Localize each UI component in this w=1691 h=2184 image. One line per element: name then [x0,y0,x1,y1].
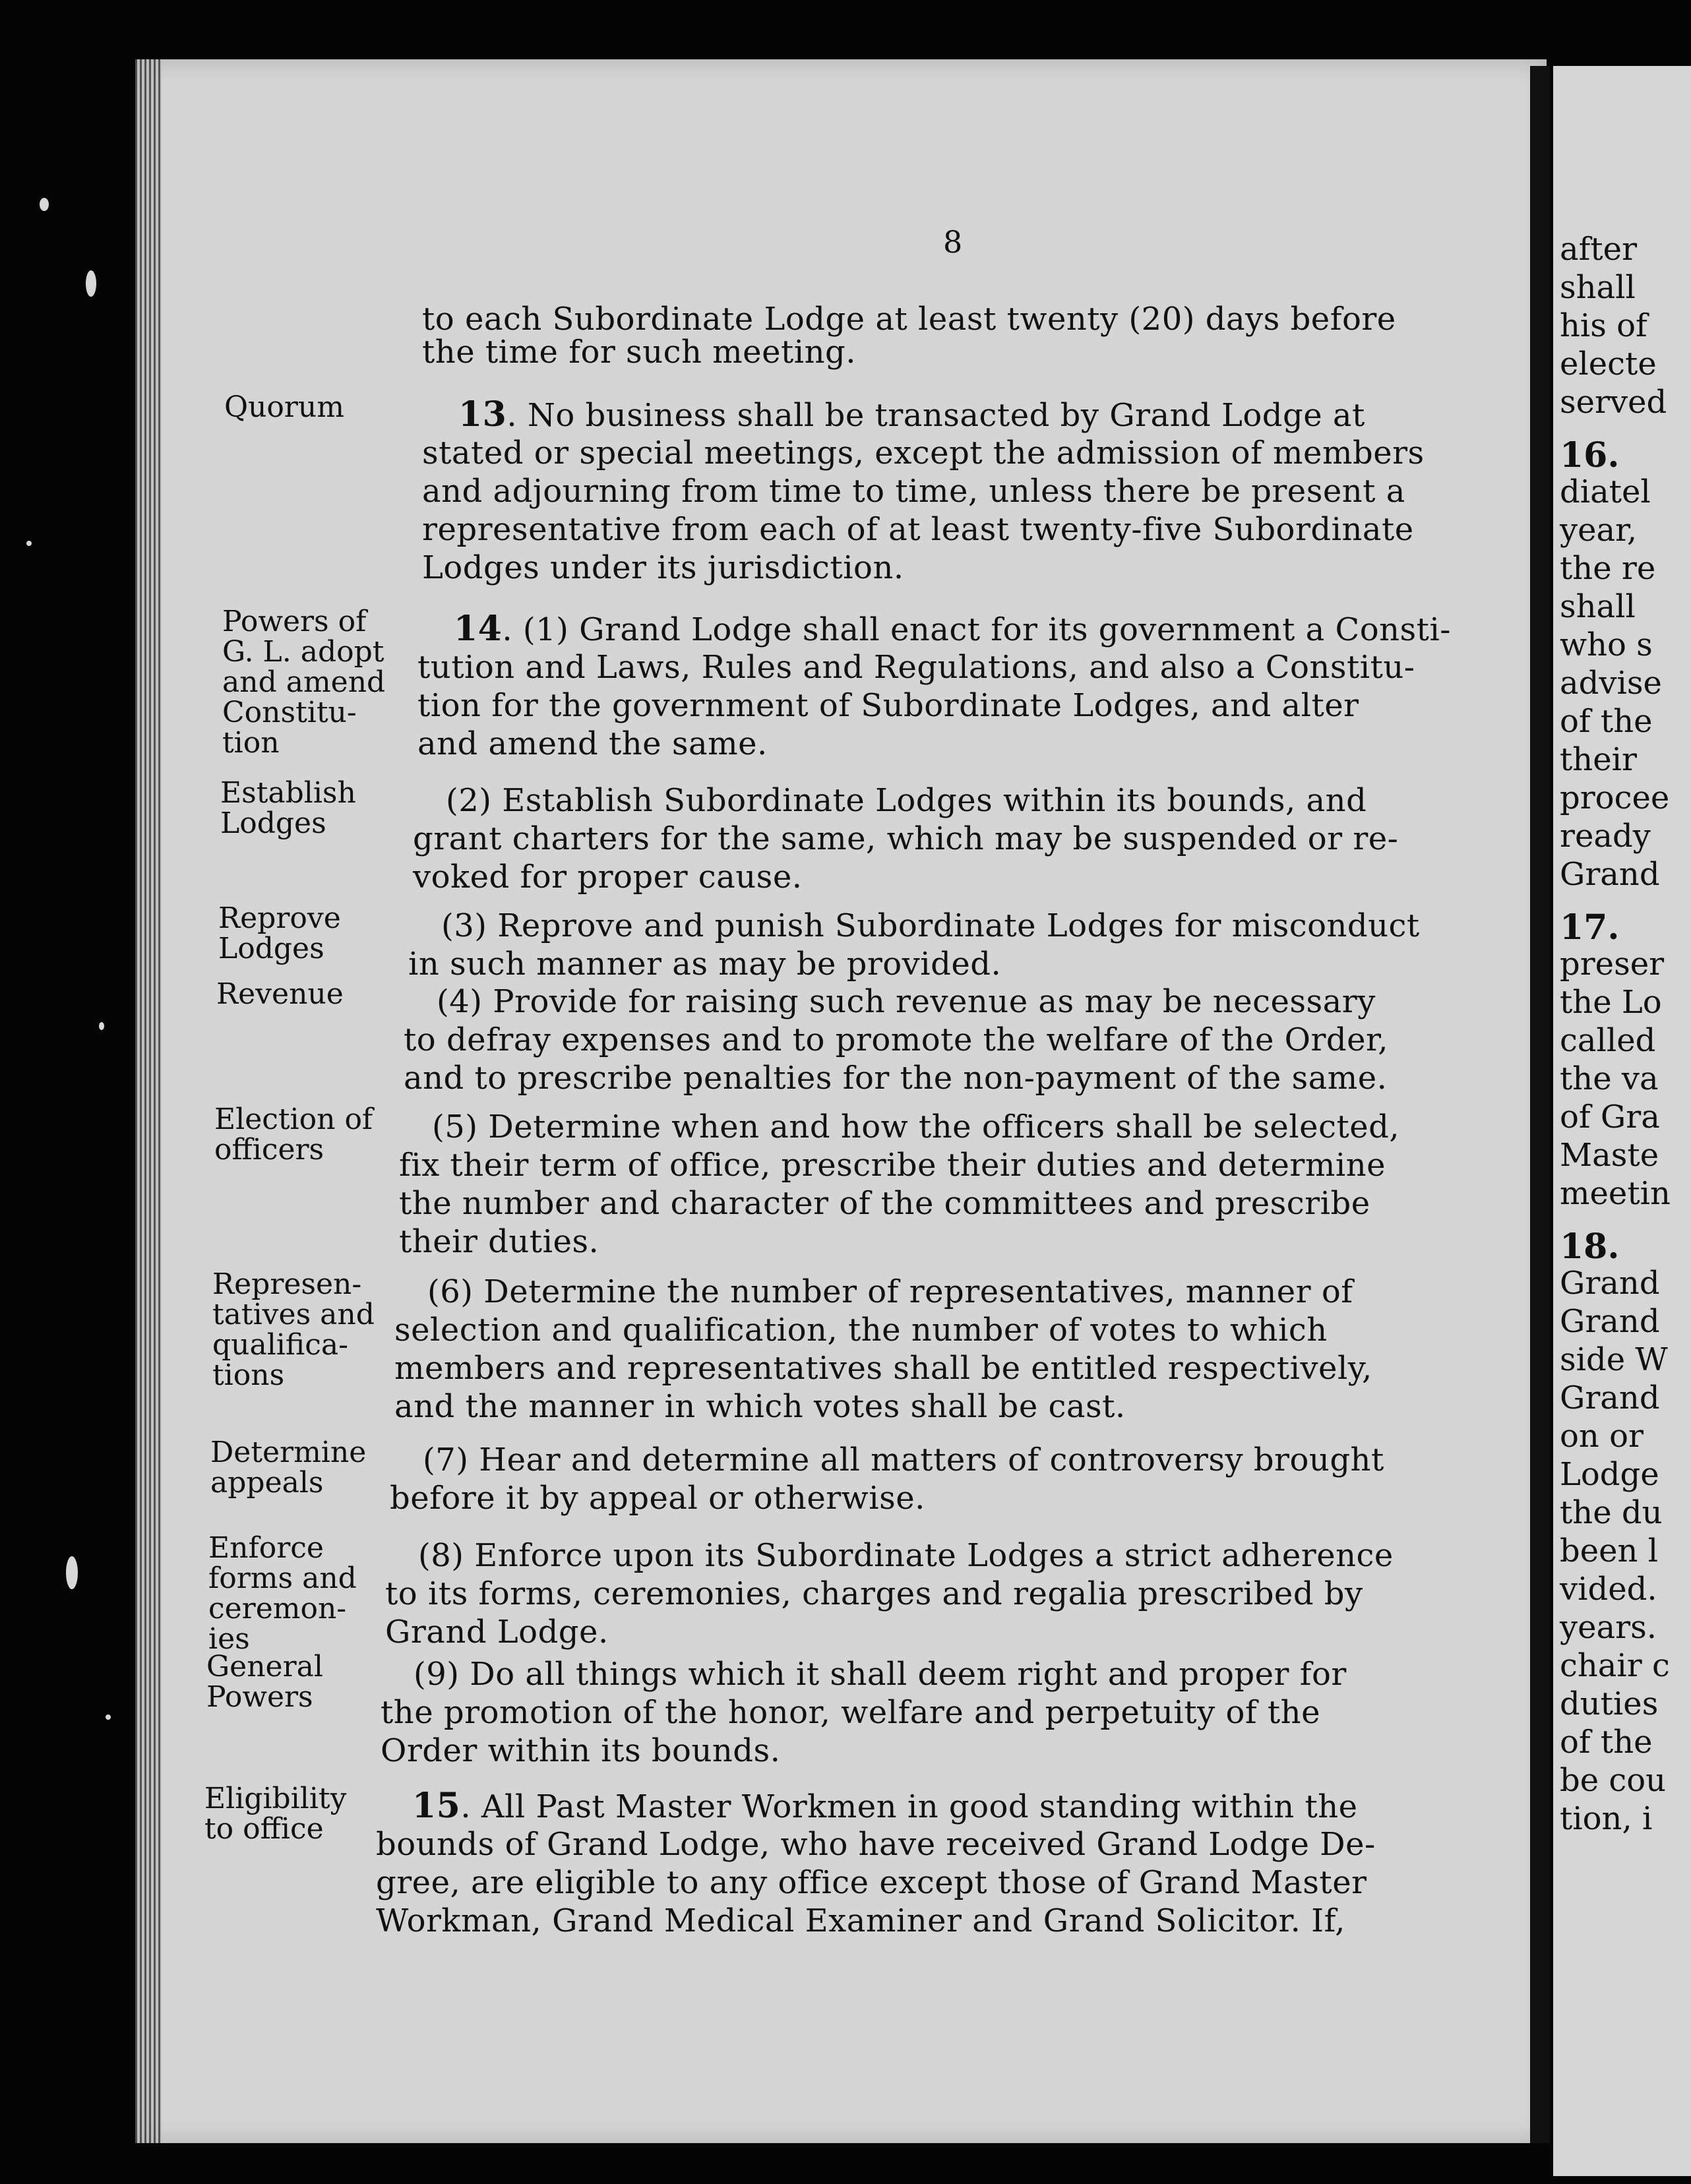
facing-page-line: Maste [1560,1137,1659,1174]
facing-page-line: ready [1560,818,1651,855]
section-number-period: . [507,397,528,434]
body-line: Lodges under its jurisdiction. [422,549,904,586]
facing-page-line: procee [1560,779,1670,816]
margin-note-line: forms and [208,1562,357,1595]
margin-note-line: and amend [222,665,386,699]
facing-page-line: shall [1560,269,1636,306]
facing-page-line: been l [1560,1532,1659,1569]
facing-page-line: Grand [1560,1380,1660,1416]
body-line-text: (1) Grand Lodge shall enact for its government a Consti- [522,611,1452,648]
page-number: 8 [943,224,963,260]
facing-page-line: vided. [1560,1571,1657,1608]
margin-note-line: Election of [214,1103,373,1136]
body-line: (7) Hear and determine all matters of controversy brought [423,1441,1384,1478]
facing-page-line: Grand [1560,1265,1660,1302]
facing-page-line: the va [1560,1060,1659,1097]
margin-note-line: Constitu- [222,696,357,729]
margin-note-line: G. L. adopt [222,635,384,669]
body-line: bounds of Grand Lodge, who have received Grand Lodge De- [376,1826,1376,1863]
margin-note [220,778,356,839]
body-line: and the manner in which votes shall be cast. [394,1388,1126,1425]
facing-page-line: tion, i [1560,1800,1653,1837]
margin-note-line: Lodges [218,932,324,965]
body-line: selection and qualification, the number of votes to which [394,1312,1328,1349]
facing-page-line: the du [1560,1494,1663,1531]
facing-page-line: on or [1560,1418,1644,1455]
body-line: (2) Establish Subordinate Lodges within its bounds, and [446,782,1367,819]
body-line: the number and character of the committees and prescribe [399,1185,1370,1222]
margin-note-line: ceremon- [208,1592,347,1625]
facing-page-line: side W [1560,1341,1668,1378]
facing-page-line: of the [1560,1724,1653,1761]
body-line: their duties. [399,1223,600,1260]
facing-page-line: diatel [1560,473,1651,510]
section-number: 13 [458,394,507,435]
facing-page-line: 18. [1560,1227,1620,1267]
body-line: (5) Determine when and how the officers shall be selected, [432,1108,1400,1145]
margin-note-line: Quorum [224,390,344,424]
body-line: grant charters for the same, which may be suspended or re- [413,820,1399,857]
body-line: (3) Reprove and punish Subordinate Lodges for misconduct [441,907,1420,944]
section-number: 15 [412,1786,461,1826]
facing-page-line: chair c [1560,1647,1670,1684]
margin-note-line: Reprove [218,901,341,935]
margin-note-line: appeals [210,1466,324,1500]
facing-page-line: year, [1560,512,1638,549]
scan-speck [66,1556,78,1589]
facing-page-line: electe [1560,346,1657,382]
facing-page-line: the Lo [1560,984,1662,1021]
margin-note-line: Determine [210,1436,367,1469]
margin-note [222,607,385,758]
margin-note [224,392,344,423]
body-line: to its forms, ceremonies, charges and regalia prescribed by [385,1575,1363,1612]
body-line: and amend the same. [417,725,768,762]
margin-note-line: qualifica- [212,1328,348,1362]
facing-page-line: who s [1560,626,1653,663]
margin-note [204,1784,346,1844]
margin-note-line: ies [208,1622,250,1656]
margin-note [216,979,344,1010]
margin-note-line: Powers [206,1680,313,1714]
scan-speck [106,1714,111,1720]
body-line: (4) Provide for raising such revenue as may be necessary [437,983,1376,1020]
margin-note-line: Establish [220,776,356,810]
section-number: 14 [454,609,503,649]
facing-page-line: duties [1560,1685,1659,1722]
scan-speck [26,541,32,546]
margin-note [206,1652,323,1713]
margin-note-line: Enforce [208,1531,324,1565]
margin-note-line: Lodges [220,806,326,840]
margin-note [210,1438,366,1498]
facing-page-line: after [1560,231,1638,268]
body-line: members and representatives shall be entitled respectively, [394,1350,1372,1387]
body-line: and adjourning from time to time, unless there be present a [422,473,1405,510]
margin-note-line: to office [204,1812,324,1846]
section-number-period: . [460,1788,481,1825]
body-line-text: All Past Master Workmen in good standing within the [481,1788,1358,1825]
body-line: stated or special meetings, except the admission of members [422,435,1425,471]
margin-note-line: tion [222,726,280,760]
body-line: (8) Enforce upon its Subordinate Lodges a strict adherence [418,1537,1394,1574]
scan-speck [86,270,96,297]
margin-note [212,1269,375,1391]
continuation-line: the time for such meeting. [422,334,857,371]
body-line: tution and Laws, Rules and Regulations, and also a Constitu- [417,649,1415,686]
body-line: representative from each of at least twenty-five Subordinate [422,511,1414,548]
continuation-line: to each Subordinate Lodge at least twenty (20) days before [422,301,1396,338]
facing-page-line: the re [1560,550,1656,587]
margin-note-line: Eligibility [204,1782,347,1815]
margin-note-line: Revenue [216,977,344,1011]
body-line [454,610,1451,649]
margin-note-line: tatives and [212,1298,375,1331]
facing-page-line: called [1560,1022,1656,1059]
body-line: to defray expenses and to promote the welfare of the Order, [404,1021,1388,1058]
scan-speck [99,1022,104,1030]
facing-page-line: Grand [1560,1303,1660,1340]
margin-note-line: tions [212,1358,285,1392]
facing-page-line: advise [1560,665,1662,702]
body-line: Order within its bounds. [381,1732,781,1769]
body-line: Workman, Grand Medical Examiner and Grand Solicitor. If, [376,1902,1345,1939]
margin-note-line: General [206,1650,323,1684]
facing-page-line: of Gra [1560,1099,1660,1136]
facing-page-line: 17. [1560,907,1620,948]
facing-page-line: 16. [1560,435,1620,475]
body-line: tion for the government of Subordinate Lodges, and alter [417,687,1359,724]
facing-page-line: Grand [1560,856,1660,893]
body-line: before it by appeal or otherwise. [390,1480,925,1517]
scan-speck [40,198,49,211]
body-line: in such manner as may be provided. [408,946,1002,983]
body-line: voked for proper cause. [413,859,803,895]
body-line [458,396,1365,435]
facing-page-line: be cou [1560,1762,1667,1799]
facing-page-line: years. [1560,1609,1657,1646]
facing-page-line: shall [1560,588,1636,625]
body-line: fix their term of office, prescribe their duties and determine [399,1147,1386,1184]
margin-note-line: Powers of [222,605,367,638]
margin-note [214,1105,373,1165]
body-line: Grand Lodge. [385,1614,609,1651]
margin-note-line: Represen- [212,1267,362,1301]
margin-note-line: officers [214,1133,324,1167]
body-line: (9) Do all things which it shall deem right and proper for [414,1656,1347,1693]
body-line: the promotion of the honor, welfare and perpetuity of the [381,1694,1320,1731]
facing-page-line: of the [1560,703,1653,740]
page-gutter [1530,66,1550,2143]
facing-page-line: his of [1560,307,1647,344]
body-line: (6) Determine the number of representatives, manner of [427,1273,1353,1310]
facing-page [1553,66,1691,2176]
margin-note [208,1533,357,1654]
facing-page-line: served [1560,384,1667,421]
facing-page-line: preser [1560,946,1665,983]
facing-page-line: meetin [1560,1175,1671,1212]
facing-page-line: Lodge [1560,1456,1659,1493]
margin-note [218,903,341,964]
facing-page-line: their [1560,741,1637,778]
body-line-text: No business shall be transacted by Grand Lodge at [527,397,1365,434]
body-line: and to prescribe penalties for the non-payment of the same. [404,1060,1388,1097]
body-line [412,1787,1358,1826]
section-number-period: . [502,611,523,648]
body-line: gree, are eligible to any office except those of Grand Master [376,1864,1367,1901]
